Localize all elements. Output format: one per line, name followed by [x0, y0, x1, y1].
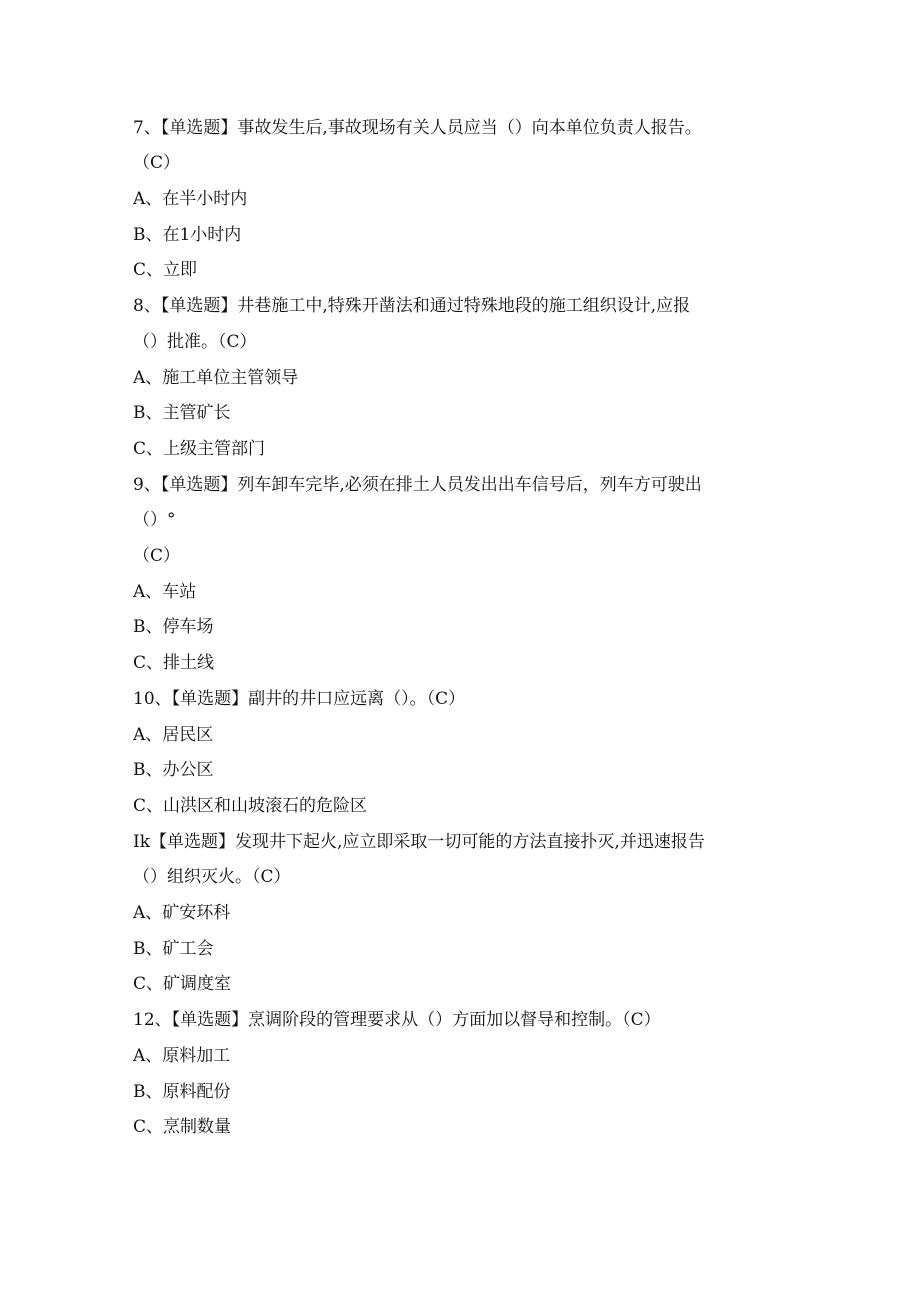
- question-10-option-a: A、居民区: [133, 725, 214, 745]
- question-9-stem-cont: （）°: [133, 510, 176, 530]
- question-8-option-b: B、主管矿长: [133, 403, 231, 423]
- question-11-stem: Ik【单选题】发现井下起火,应立即采取一切可能的方法直接扑灭,并迅速报告: [133, 832, 705, 852]
- question-7-stem: 7、【单选题】事故发生后,事故现场有关人员应当（）向本单位负责人报告。: [133, 118, 702, 138]
- question-12-stem: 12、【单选题】烹调阶段的管理要求从（）方面加以督导和控制。（C）: [133, 1010, 661, 1030]
- question-10-option-b: B、办公区: [133, 760, 214, 780]
- question-7-option-c: C、立即: [133, 260, 198, 280]
- question-10-option-c: C、山洪区和山坡滚石的危险区: [133, 796, 368, 816]
- question-9-answer: （C）: [133, 546, 181, 566]
- question-12-option-a: A、原料加工: [133, 1046, 231, 1066]
- question-11-option-a: A、矿安环科: [133, 903, 231, 923]
- question-8-option-c: C、上级主管部门: [133, 439, 266, 459]
- question-11-option-c: C、矿调度室: [133, 974, 232, 994]
- question-12-option-b: B、原料配份: [133, 1082, 231, 1102]
- question-11-option-b: B、矿工会: [133, 939, 214, 959]
- question-9-option-c: C、排土线: [133, 653, 215, 673]
- question-9-stem: 9、【单选题】列车卸车完毕,必须在排土人员发出出车信号后，列车方可驶出: [133, 475, 702, 495]
- question-12-option-c: C、烹制数量: [133, 1117, 232, 1137]
- question-8-stem-cont: （）批准。（C）: [133, 332, 257, 352]
- question-7-option-a: A、在半小时内: [133, 189, 248, 209]
- question-10-stem: 10、【单选题】副井的井口应远离（）。（C）: [133, 689, 466, 709]
- question-8-option-a: A、施工单位主管领导: [133, 368, 299, 388]
- question-11-stem-cont: （）组织灭火。（C）: [133, 867, 291, 887]
- question-9-option-b: B、停车场: [133, 617, 214, 637]
- question-9-option-a: A、车站: [133, 582, 197, 602]
- question-7-option-b: B、在1小时内: [133, 225, 242, 245]
- question-8-stem: 8、【单选题】井巷施工中,特殊开凿法和通过特殊地段的施工组织设计,应报: [133, 296, 691, 316]
- question-7-answer: （C）: [133, 153, 181, 173]
